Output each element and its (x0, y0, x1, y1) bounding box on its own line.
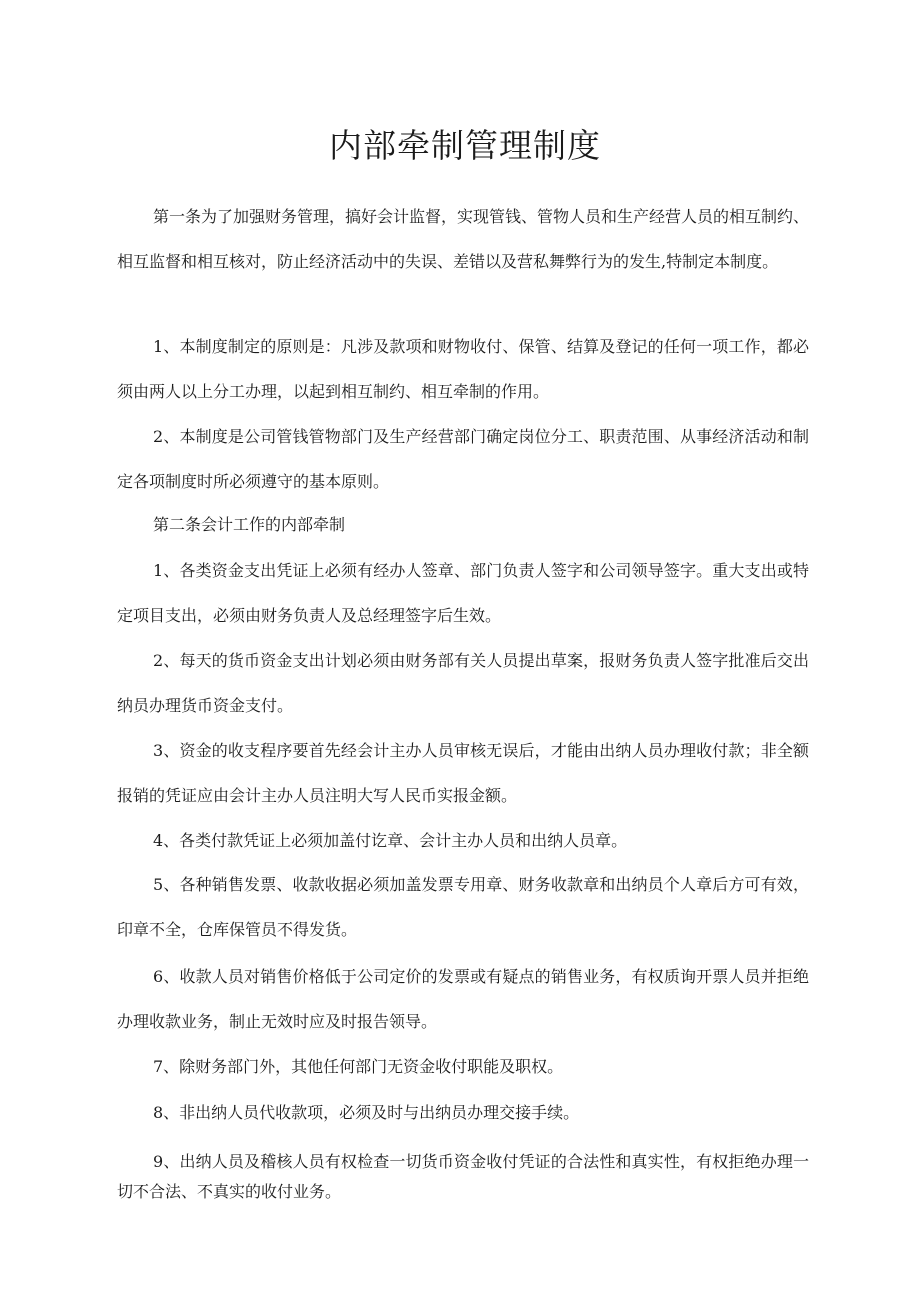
article-2-item-7: 7、除财务部门外，其他任何部门无资金收付职能及职权。 (153, 1057, 564, 1076)
article-2-item-3: 3、资金的收支程序要首先经会计主办人员审核无误后，才能由出纳人员办理收付款；非全额报销的凭证应由会计主办人员注明大写人民币实报金额。 (117, 741, 809, 805)
document-title: 内部牵制管理制度 (329, 126, 601, 165)
article-1-item-2: 2、本制度是公司管钱管物部门及生产经营部门确定岗位分工、职责范围、从事经济活动和制定各项制度时所必须遵守的基本原则。 (117, 427, 809, 491)
article-2-item-9: 9、出纳人员及稽核人员有权检查一切货币资金收付凭证的合法性和真实性，有权拒绝办理一切不合法、不真实的收付业务。 (117, 1152, 809, 1201)
article-2-item-6: 6、收款人员对销售价格低于公司定价的发票或有疑点的销售业务，有权质询开票人员并拒绝办理收款业务，制止无效时应及时报告领导。 (117, 967, 809, 1031)
article-2-item-2: 2、每天的货币资金支出计划必须由财务部有关人员提出草案，报财务负责人签字批准后交出纳员办理货币资金支付。 (117, 651, 809, 715)
article-2-item-8: 8、非出纳人员代收款项，必须及时与出纳员办理交接手续。 (153, 1103, 580, 1122)
article-2-item-1: 1、各类资金支出凭证上必须有经办人签章、部门负责人签字和公司领导签字。重大支出或特定项目支出，必须由财务负责人及总经理签字后生效。 (117, 561, 809, 625)
article-1-paragraph: 第一条为了加强财务管理，搞好会计监督，实现管钱、管物人员和生产经营人员的相互制约、相互监督和相互核对，防止经济活动中的失误、差错以及营私舞弊行为的发生,特制定本制度。 (117, 207, 810, 271)
article-2-item-5: 5、各种销售发票、收款收据必须加盖发票专用章、财务收款章和出纳员个人章后方可有效，印章不全，仓库保管员不得发货。 (117, 875, 809, 939)
article-1-item-1: 1、本制度制定的原则是：凡涉及款项和财物收付、保管、结算及登记的任何一项工作，都必须由两人以上分工办理，以起到相互制约、相互牵制的作用。 (117, 337, 809, 401)
article-2-item-4: 4、各类付款凭证上必须加盖付讫章、会计主办人员和出纳人员章。 (153, 831, 628, 850)
article-2-heading: 第二条会计工作的内部牵制 (153, 515, 346, 534)
